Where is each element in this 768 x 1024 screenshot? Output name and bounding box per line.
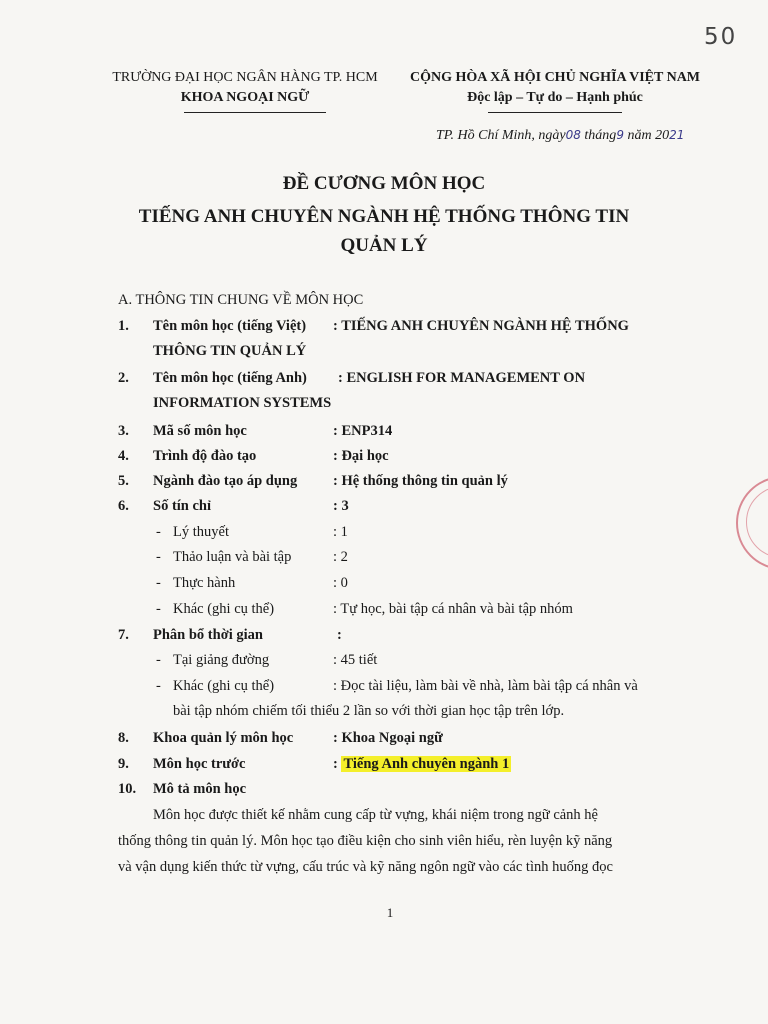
credit-practice-value: : 0 <box>333 575 348 591</box>
header-left-rule <box>184 112 326 113</box>
list-item-dash: - <box>156 678 161 694</box>
description-line-3: và vận dụng kiến thức từ vựng, cấu trúc và kỹ năng ngôn ngữ vào các tình huống đọc <box>118 859 613 875</box>
faculty-name: KHOA NGOẠI NGỮ <box>180 90 310 105</box>
item-1-label: Tên môn học (tiếng Việt) <box>153 318 307 334</box>
item-6-value: : 3 <box>333 498 349 514</box>
list-item-dash: - <box>156 524 161 540</box>
credit-theory-value: : 1 <box>333 524 348 540</box>
item-2-value-cont: INFORMATION SYSTEMS <box>153 395 332 411</box>
item-2-number: 2. <box>118 370 129 386</box>
time-lecture-label: Tại giảng đường <box>173 652 270 668</box>
item-9-value-wrap <box>333 756 511 773</box>
date-year-label: năm 20 <box>623 128 670 143</box>
item-9-number: 9. <box>118 756 129 772</box>
date-line <box>436 128 684 144</box>
handwritten-page-mark: 50 <box>704 24 738 50</box>
list-item-dash: - <box>156 575 161 591</box>
date-month: 9 <box>616 128 624 142</box>
item-1-number: 1. <box>118 318 129 334</box>
header-right-rule <box>488 112 622 113</box>
date-day: 08 <box>565 128 581 142</box>
time-other-label: Khác (ghi cụ thể) <box>173 678 275 694</box>
date-year-suffix: 21 <box>669 128 685 142</box>
credit-other-value: : Tự học, bài tập cá nhân và bài tập nhóm <box>333 601 573 617</box>
list-item-dash: - <box>156 601 161 617</box>
item-8-value: : Khoa Ngoại ngữ <box>333 730 443 746</box>
date-month-label: tháng <box>580 128 617 143</box>
item-6-number: 6. <box>118 498 129 514</box>
country-motto-line2: Độc lập – Tự do – Hạnh phúc <box>467 90 643 105</box>
item-5-label: Ngành đào tạo áp dụng <box>153 473 298 489</box>
item-10-number: 10. <box>118 781 137 797</box>
item-10-label: Mô tả môn học <box>153 781 247 797</box>
item-7-label: Phân bổ thời gian <box>153 627 263 643</box>
list-item-dash: - <box>156 652 161 668</box>
item-9-label: Môn học trước <box>153 756 246 772</box>
credit-discussion-label: Thảo luận và bài tập <box>173 549 292 565</box>
course-title-line2: QUẢN LÝ <box>340 235 428 256</box>
description-line-1: Môn học được thiết kế nhằm cung cấp từ vựng, khái niệm trong ngữ cảnh hệ <box>153 807 598 823</box>
item-6-label: Số tín chỉ <box>153 498 212 514</box>
course-title-line1: TIẾNG ANH CHUYÊN NGÀNH HỆ THỐNG THÔNG TIN <box>138 206 630 227</box>
item-8-number: 8. <box>118 730 129 746</box>
item-4-number: 4. <box>118 448 129 464</box>
date-prefix: TP. Hồ Chí Minh, ngày <box>436 128 566 143</box>
credit-practice-label: Thực hành <box>173 575 236 591</box>
item-9-value-highlighted: Tiếng Anh chuyên ngành 1 <box>343 756 510 772</box>
item-1-value: : TIẾNG ANH CHUYÊN NGÀNH HỆ THỐNG <box>333 318 629 334</box>
item-7-value: : <box>337 627 342 643</box>
country-motto-line1: CỘNG HÒA XÃ HỘI CHỦ NGHĨA VIỆT NAM <box>410 70 701 85</box>
item-3-number: 3. <box>118 423 129 439</box>
credit-discussion-value: : 2 <box>333 549 348 565</box>
section-a-heading: A. THÔNG TIN CHUNG VỀ MÔN HỌC <box>118 292 364 308</box>
item-2-value: : ENGLISH FOR MANAGEMENT ON <box>338 370 586 386</box>
list-item-dash: - <box>156 549 161 565</box>
page-number: 1 <box>386 905 394 920</box>
credit-theory-label: Lý thuyết <box>173 524 229 540</box>
item-2-label: Tên môn học (tiếng Anh) <box>153 370 307 386</box>
item-7-number: 7. <box>118 627 129 643</box>
credit-other-label: Khác (ghi cụ thể) <box>173 601 275 617</box>
document-title: ĐỀ CƯƠNG MÔN HỌC <box>282 173 486 194</box>
item-8-label: Khoa quản lý môn học <box>153 730 294 746</box>
time-lecture-value: : 45 tiết <box>333 652 378 668</box>
description-line-2: thống thông tin quản lý. Môn học tạo điều kiện cho sinh viên hiểu, rèn luyện kỹ năng <box>118 833 613 849</box>
item-5-value: : Hệ thống thông tin quản lý <box>333 473 508 489</box>
item-3-value: : ENP314 <box>333 423 393 439</box>
item-1-value-cont: THÔNG TIN QUẢN LÝ <box>153 343 307 359</box>
item-4-value: : Đại học <box>333 448 389 464</box>
red-stamp-seal <box>736 476 768 570</box>
university-name: TRƯỜNG ĐẠI HỌC NGÂN HÀNG TP. HCM <box>112 70 378 85</box>
item-5-number: 5. <box>118 473 129 489</box>
time-other-value-cont: bài tập nhóm chiếm tối thiểu 2 lần so với thời gian học tập trên lớp. <box>173 703 565 719</box>
item-4-label: Trình độ đào tạo <box>153 448 257 464</box>
item-9-colon: : <box>333 756 342 772</box>
item-3-label: Mã số môn học <box>153 423 247 439</box>
time-other-value: : Đọc tài liệu, làm bài về nhà, làm bài tập cá nhân và <box>333 678 638 694</box>
